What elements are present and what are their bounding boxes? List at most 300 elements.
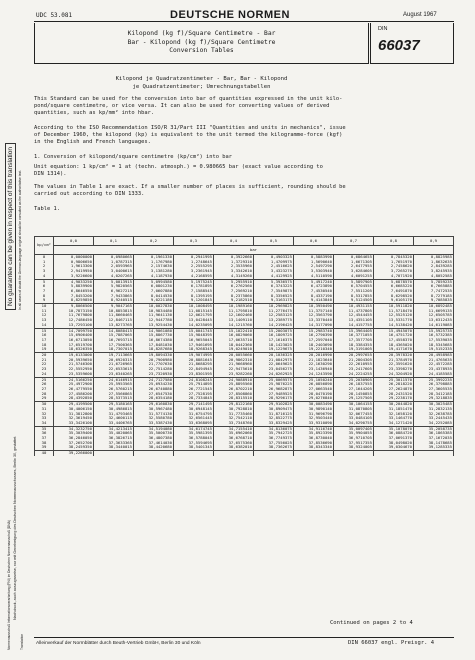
- issue-date: August 1967: [403, 12, 437, 18]
- table-cell: 22,6533615: [94, 367, 134, 372]
- edition-note: Translation: [20, 633, 24, 650]
- table-cell: 36,9710705: [334, 436, 374, 441]
- table-cell: 4,7071920: [374, 274, 414, 279]
- table-cell: 2,5497290: [294, 264, 334, 269]
- table-cell: 11,7679800: [54, 313, 94, 318]
- table-cell: 33,1464770: [374, 416, 414, 421]
- column-header: 0,8: [374, 237, 414, 246]
- table-cell: 37,7556025: [254, 441, 294, 446]
- row-label: 30: [35, 402, 54, 407]
- table-cell: 5,2955910: [214, 279, 254, 284]
- table-cell: 24,6146915: [94, 377, 134, 382]
- table-cell: 12,6505785: [414, 313, 454, 318]
- table-cell: 19,2210340: [294, 347, 334, 352]
- table-cell: 20,3978320: [374, 353, 414, 358]
- table-cell: 22,8494945: [174, 367, 214, 372]
- table-cell: 30,4986815: [94, 407, 134, 412]
- table-cell: 20,2016990: [294, 353, 334, 358]
- table-cell: 25,8895560: [214, 382, 254, 387]
- table-cell: 38,2459350: [54, 445, 94, 450]
- row-label: 18: [35, 343, 54, 348]
- table-cell: 0,7845320: [374, 255, 414, 260]
- table-cell: 24,2224255: [334, 372, 374, 377]
- table-cell: 3,3342610: [214, 269, 254, 274]
- table-cell: 4,9033250: [54, 279, 94, 284]
- table-cell: 1,0787315: [94, 260, 134, 265]
- translation-warning-detail: In all cases of doubt the German-language original should be consulted as the authoritative text.: [18, 169, 22, 310]
- table-cell: 25,7914895: [174, 382, 214, 387]
- table-cell: 22,0649625: [254, 362, 294, 367]
- table-cell: 2,6477955: [334, 264, 374, 269]
- table-cell: 27,1644205: [334, 387, 374, 392]
- table-cell: 29,5180165: [94, 402, 134, 407]
- table-cell: 35,3039400: [54, 431, 94, 436]
- row-label: 8: [35, 294, 54, 299]
- table-cell: 11,5718470: [374, 309, 414, 314]
- section-heading: 1. Conversion of kilopond/square centimetre (kp/cm²) into bar: [34, 154, 232, 160]
- subtitle-line-1: Kilopond je Quadratzentimeter - Bar, Bar - Kilopond: [115, 76, 288, 82]
- table-cell: 7,0607880: [134, 289, 174, 294]
- table-cell: 21,4765635: [414, 358, 454, 363]
- table-cell: 15,7887065: [94, 333, 134, 338]
- reprint-notice: Nachdruck, auch auszugsweise, nur mit Genehmigung des Deutschen Normenausschusses, Berlin 30, gestattet.: [13, 435, 17, 620]
- table-cell: 17,7500365: [94, 343, 134, 348]
- row-label: 12: [35, 313, 54, 318]
- corner-header: kp/cm²: [35, 237, 54, 255]
- row-label: 22: [35, 362, 54, 367]
- table-cell: 6,0801230: [134, 284, 174, 289]
- table-cell: 15,0041745: [174, 328, 214, 333]
- table-cell: 12,3563790: [294, 313, 334, 318]
- row-label: 11: [35, 309, 54, 314]
- table-cell: 27,9489525: [254, 392, 294, 397]
- table-cell: 26,0856890: [294, 382, 334, 387]
- header-rule: [34, 21, 454, 22]
- table-cell: 31,2832135: [414, 407, 454, 412]
- table-cell: 9,6105170: [374, 298, 414, 303]
- table-cell: 28,8315510: [214, 396, 254, 401]
- table-unit-row: [35, 246, 454, 255]
- table-cell: 37,2652700: [54, 441, 94, 446]
- table-cell: 9,1201845: [174, 298, 214, 303]
- table-cell: 23,9282260: [214, 372, 254, 377]
- table-cell: 5,6878570: [374, 279, 414, 284]
- table-cell: [334, 451, 374, 456]
- table-cell: 25,4972900: [54, 382, 94, 387]
- table-cell: 39,2266000: [54, 451, 94, 456]
- table-cell: 18,8287680: [134, 347, 174, 352]
- table-cell: 35,5981395: [174, 431, 214, 436]
- table-cell: 9,8066500: [54, 304, 94, 309]
- table-cell: 12,9447780: [134, 318, 174, 323]
- table-cell: 6,8646550: [54, 289, 94, 294]
- table-cell: 24,1243590: [294, 372, 334, 377]
- table-cell: 4,6091255: [334, 274, 374, 279]
- table-cell: 0,1961330: [134, 255, 174, 260]
- table-cell: 11,2776475: [254, 309, 294, 314]
- table-cell: 31,5774130: [134, 412, 174, 417]
- table-cell: 14,8080415: [94, 328, 134, 333]
- table-cell: 19,0249010: [214, 347, 254, 352]
- table-cell: 15,2003075: [254, 328, 294, 333]
- table-cell: 2,2555295: [174, 264, 214, 269]
- table-cell: 8,9240515: [94, 298, 134, 303]
- table-cell: 38,3440015: [94, 445, 134, 450]
- table-cell: 4,2168595: [174, 274, 214, 279]
- table-cell: 29,4199500: [54, 402, 94, 407]
- table-cell: 10,6892485: [414, 304, 454, 309]
- table-cell: 16,3771055: [334, 333, 374, 338]
- table-cell: 18,0442360: [214, 343, 254, 348]
- table-cell: 20,7900980: [134, 358, 174, 363]
- table-cell: 16,8674380: [134, 338, 174, 343]
- table-cell: 16,5732385: [414, 333, 454, 338]
- table-cell: 14,9061080: [134, 328, 174, 333]
- table-cell: 30,7928810: [214, 407, 254, 412]
- table-cell: 23,4378935: [414, 367, 454, 372]
- table-cell: 29,0276840: [294, 396, 334, 401]
- table-cell: [174, 451, 214, 456]
- row-label: 31: [35, 407, 54, 412]
- table-cell: 16,0829060: [214, 333, 254, 338]
- table-cell: 17,0635710: [214, 338, 254, 343]
- table-cell: 25,5953565: [94, 382, 134, 387]
- table-cell: 20,9862310: [214, 358, 254, 363]
- table-cell: 18,3384355: [334, 343, 374, 348]
- table-cell: 6,7665885: [414, 284, 454, 289]
- table-cell: 10,4931155: [334, 304, 374, 309]
- table-cell: 30,4006150: [54, 407, 94, 412]
- table-cell: 20,2997655: [334, 353, 374, 358]
- table-cell: 1,2748645: [174, 260, 214, 265]
- table-cell: 3,0400615: [94, 269, 134, 274]
- table-cell: 38,6382010: [214, 445, 254, 450]
- table-cell: 5,5897905: [334, 279, 374, 284]
- table-cell: 17,5539035: [414, 338, 454, 343]
- table-cell: 21,3784970: [374, 358, 414, 363]
- table-cell: 34,8136075: [254, 426, 294, 431]
- table-cell: 36,6768710: [214, 436, 254, 441]
- table-cell: 20,5939650: [54, 358, 94, 363]
- table-cell: 1,1767980: [134, 260, 174, 265]
- column-header: 0,5: [254, 237, 294, 246]
- table-cell: 2,3535960: [214, 264, 254, 269]
- table-cell: 8,4337190: [294, 294, 334, 299]
- table-cell: 15,4945070: [374, 328, 414, 333]
- table-cell: 16,4751720: [374, 333, 414, 338]
- table-cell: 9,2182510: [214, 298, 254, 303]
- din-label: DIN: [378, 26, 388, 32]
- table-cell: 31,6754795: [174, 412, 214, 417]
- table-cell: 34,2252085: [414, 421, 454, 426]
- table-cell: 1,4709975: [254, 260, 294, 265]
- table-cell: 38,5401345: [174, 445, 214, 450]
- table-cell: 37,1672035: [414, 436, 454, 441]
- column-header: 0,9: [414, 237, 454, 246]
- table-cell: 16,7693715: [94, 338, 134, 343]
- table-cell: 33,8329425: [254, 421, 294, 426]
- table-cell: 4,3149260: [214, 274, 254, 279]
- table-cell: 38,7362675: [254, 445, 294, 450]
- table-cell: 0,0980665: [94, 255, 134, 260]
- table-cell: 36,3826715: [94, 436, 134, 441]
- column-header: 0,1: [94, 237, 134, 246]
- column-header: 0,7: [334, 237, 374, 246]
- row-label: 24: [35, 372, 54, 377]
- table-cell: 4,8052585: [414, 274, 454, 279]
- table-cell: 13,2389775: [254, 318, 294, 323]
- row-label: 25: [35, 377, 54, 382]
- table-cell: 9,9047165: [94, 304, 134, 309]
- table-cell: 29,9102825: [254, 402, 294, 407]
- table-cell: 36,1865385: [414, 431, 454, 436]
- table-cell: 22,3591620: [374, 362, 414, 367]
- table-cell: 26,7721545: [174, 387, 214, 392]
- table-cell: 26,4779550: [54, 387, 94, 392]
- table-cell: 10,9834480: [134, 309, 174, 314]
- table-cell: 7,4530540: [294, 289, 334, 294]
- table-cell: 37,9517355: [334, 441, 374, 446]
- table-cell: 3,8245935: [414, 269, 454, 274]
- table-cell: 35,9904055: [334, 431, 374, 436]
- table-cell: 0,8825985: [414, 255, 454, 260]
- table-cell: 3,2361945: [174, 269, 214, 274]
- table-cell: 36,2846050: [54, 436, 94, 441]
- table-cell: 29,6160830: [134, 402, 174, 407]
- table-cell: 6,6685220: [374, 284, 414, 289]
- table-cell: 24,8108245: [174, 377, 214, 382]
- table-cell: 14,6119085: [414, 323, 454, 328]
- table-cell: 12,2583125: [254, 313, 294, 318]
- table-cell: 4,4129925: [254, 274, 294, 279]
- table-cell: 34,7155410: [214, 426, 254, 431]
- table-cell: 23,0456275: [254, 367, 294, 372]
- table-cell: 29,7141495: [174, 402, 214, 407]
- table-cell: 5,0013915: [94, 279, 134, 284]
- table-cell: 36,4807380: [134, 436, 174, 441]
- table-cell: 22,1630290: [294, 362, 334, 367]
- table-cell: 28,5373515: [94, 396, 134, 401]
- row-label: 0: [35, 255, 54, 260]
- column-header: 0,0: [54, 237, 94, 246]
- table-cell: 9,4143840: [294, 298, 334, 303]
- table-cell: 7,2569210: [214, 289, 254, 294]
- table-cell: 11,1795810: [214, 309, 254, 314]
- table-cell: 18,5345685: [414, 343, 454, 348]
- table-cell: 28,9296175: [254, 396, 294, 401]
- column-header: 0,3: [174, 237, 214, 246]
- table-cell: 13,0428445: [174, 318, 214, 323]
- table-cell: 23,6340265: [94, 372, 134, 377]
- table-cell: 24,5166250: [54, 377, 94, 382]
- table-cell: 5,9820565: [94, 284, 134, 289]
- table-cell: 19,4171670: [374, 347, 414, 352]
- table-cell: 23,3398270: [374, 367, 414, 372]
- table-cell: [134, 451, 174, 456]
- table-cell: [214, 451, 254, 456]
- footer-sales: Alleinverkauf der Normblätter durch Beuth-Vertrieb GmbH, Berlin 30 und Köln: [36, 641, 201, 646]
- table-cell: 27,6547530: [134, 392, 174, 397]
- row-label: 6: [35, 284, 54, 289]
- intro-paragraph: This Standard can be used for the conversion into bar of quantities expressed in the unit kilo- pond/square centimetre, or vice versa. It can also be used for converting values of derived quantities, such as kp/mm² into hbar.: [34, 96, 343, 116]
- table-cell: 3,9226600: [54, 274, 94, 279]
- table-cell: 20,6920315: [94, 358, 134, 363]
- table-cell: 38,0498020: [374, 441, 414, 446]
- german-subtitle: [34, 76, 369, 91]
- table-cell: 8,7279185: [414, 294, 454, 299]
- table-cell: 10,5911820: [374, 304, 414, 309]
- table-cell: 33,5387430: [134, 421, 174, 426]
- table-cell: 20,8881645: [174, 358, 214, 363]
- table-cell: 26,8702210: [214, 387, 254, 392]
- table-cell: 32,2638785: [414, 412, 454, 417]
- table-cell: 16,2790390: [294, 333, 334, 338]
- table-cell: 28,2431520: [374, 392, 414, 397]
- translation-warning: No guarantee can be given in respect of this translation: [5, 143, 16, 310]
- table-cell: 21,8688295: [174, 362, 214, 367]
- table-cell: 33,2445435: [414, 416, 454, 421]
- table-cell: 27,8508860: [214, 392, 254, 397]
- values-note: The values in Table 1 are exact. If a smaller number of places is sufficient, rounding should be carried out according to DIN 1333.: [34, 184, 346, 197]
- table-cell: 32,8522775: [254, 416, 294, 421]
- table-cell: 20,0055660: [214, 353, 254, 358]
- row-label: 26: [35, 382, 54, 387]
- unit-header: bar: [54, 246, 454, 255]
- table-cell: 28,4392850: [54, 396, 94, 401]
- table-cell: 1,8632635: [414, 260, 454, 265]
- table-cell: 24,3204920: [374, 372, 414, 377]
- table-cell: 23,7320930: [134, 372, 174, 377]
- table-cell: 14,5138420: [374, 323, 414, 328]
- table-cell: 21,9668960: [214, 362, 254, 367]
- table-cell: 12,4544455: [334, 313, 374, 318]
- table-cell: 13,1409110: [214, 318, 254, 323]
- table-cell: 19,8094330: [134, 353, 174, 358]
- column-header: 0,2: [134, 237, 174, 246]
- table-cell: 13,4351105: [334, 318, 374, 323]
- table-cell: 9,0221180: [134, 298, 174, 303]
- side-margin: [4, 147, 26, 650]
- row-label: 10: [35, 304, 54, 309]
- row-label: 7: [35, 289, 54, 294]
- table-cell: 36,8730040: [294, 436, 334, 441]
- table-cell: 14,2196425: [254, 323, 294, 328]
- table-cell: 32,4600115: [94, 416, 134, 421]
- table-cell: 21,1823640: [294, 358, 334, 363]
- table-cell: 28,6354180: [134, 396, 174, 401]
- title-line-2: Bar - Kilopond (kg f)/Square Centimetre: [127, 38, 276, 46]
- table-cell: 28,3412185: [414, 392, 454, 397]
- table-cell: 14,0235095: [174, 323, 214, 328]
- table-cell: 2,8439285: [414, 264, 454, 269]
- table-cell: 3,1381280: [134, 269, 174, 274]
- table-cell: 5,3936575: [254, 279, 294, 284]
- table-cell: 18,1423025: [254, 343, 294, 348]
- table-header-row: [35, 237, 454, 246]
- table-cell: 34,6174745: [174, 426, 214, 431]
- table-cell: 34,3232750: [54, 426, 94, 431]
- table-cell: 32,3619450: [54, 416, 94, 421]
- table-cell: 35,1078070: [374, 426, 414, 431]
- table-cell: 26,1837555: [334, 382, 374, 387]
- table-cell: 10,8853815: [94, 309, 134, 314]
- table-cell: 19,7113665: [94, 353, 134, 358]
- row-label: 27: [35, 387, 54, 392]
- standard-title: DEUTSCHE NORMEN: [170, 9, 290, 21]
- table-cell: 31,3812800: [54, 412, 94, 417]
- table-cell: 19,1229675: [254, 347, 294, 352]
- table-cell: 6,2762560: [214, 284, 254, 289]
- table-cell: 37,5594695: [174, 441, 214, 446]
- table-cell: 15,1022410: [214, 328, 254, 333]
- table-cell: 27,4586200: [54, 392, 94, 397]
- table-cell: 14,7099750: [54, 328, 94, 333]
- table-cell: 12,7486450: [54, 318, 94, 323]
- table-cell: 22,4572285: [414, 362, 454, 367]
- table-cell: 11,3757140: [294, 309, 334, 314]
- title-box: [34, 23, 369, 64]
- table-cell: 28,7334845: [174, 396, 214, 401]
- table-cell: 0,5883990: [294, 255, 334, 260]
- table-cell: 8,3356525: [254, 294, 294, 299]
- table-cell: 32,0677455: [334, 412, 374, 417]
- table-cell: 14,3177090: [294, 323, 334, 328]
- table-label: Table 1.: [34, 206, 60, 212]
- table-cell: 17,8481030: [134, 343, 174, 348]
- table-cell: 2,7458620: [374, 264, 414, 269]
- udc-number: UDC 53.081: [36, 12, 73, 19]
- table-cell: 3,6284605: [334, 269, 374, 274]
- table-cell: 37,4614030: [134, 441, 174, 446]
- table-cell: 30,1064155: [334, 402, 374, 407]
- table-cell: 8,0414530: [134, 294, 174, 299]
- table-cell: 33,9310090: [294, 421, 334, 426]
- table-cell: 8,1395195: [174, 294, 214, 299]
- table-cell: 9,3163175: [254, 298, 294, 303]
- table-cell: 1,7651970: [374, 260, 414, 265]
- table-cell: 26,9682875: [254, 387, 294, 392]
- row-label: 16: [35, 333, 54, 338]
- row-label: 14: [35, 323, 54, 328]
- table-cell: 9,7085835: [414, 298, 454, 303]
- table-cell: 32,6561445: [174, 416, 214, 421]
- table-cell: 17,4558370: [374, 338, 414, 343]
- table-cell: 3,4323275: [254, 269, 294, 274]
- table-cell: 17,2597040: [294, 338, 334, 343]
- table-cell: 32,5580780: [134, 416, 174, 421]
- table-cell: 31,0870805: [334, 407, 374, 412]
- conversion-table: [34, 236, 454, 456]
- table-cell: 16,6713050: [54, 338, 94, 343]
- table-cell: 17,1616375: [254, 338, 294, 343]
- table-cell: 25,3992235: [414, 377, 454, 382]
- table-cell: 30,6948145: [174, 407, 214, 412]
- row-label: 15: [35, 328, 54, 333]
- table-cell: 8,6298520: [374, 294, 414, 299]
- title-line-1: Kilopond (kg f)/Square Centimetre - Bar: [127, 30, 276, 37]
- table-cell: 33,7348760: [214, 421, 254, 426]
- table-cell: 11,0815145: [174, 309, 214, 314]
- table-cell: 0,9806650: [54, 260, 94, 265]
- table-cell: 21,7707630: [134, 362, 174, 367]
- table-cell: 30,0083490: [294, 402, 334, 407]
- table-cell: 34,5194080: [134, 426, 174, 431]
- table-cell: 15,5925735: [414, 328, 454, 333]
- table-cell: 22,7514280: [134, 367, 174, 372]
- row-label: 39: [35, 445, 54, 450]
- table-cell: 6,4723890: [294, 284, 334, 289]
- iso-paragraph: According to the ISO Recommendation ISO/R 31/Part III "Quantities and units in mechanics", issue of December 1960, the kilopond (kp) is equivalent to the unit termed the kilogramme-force (kgf) in the English and French languages.: [34, 125, 346, 145]
